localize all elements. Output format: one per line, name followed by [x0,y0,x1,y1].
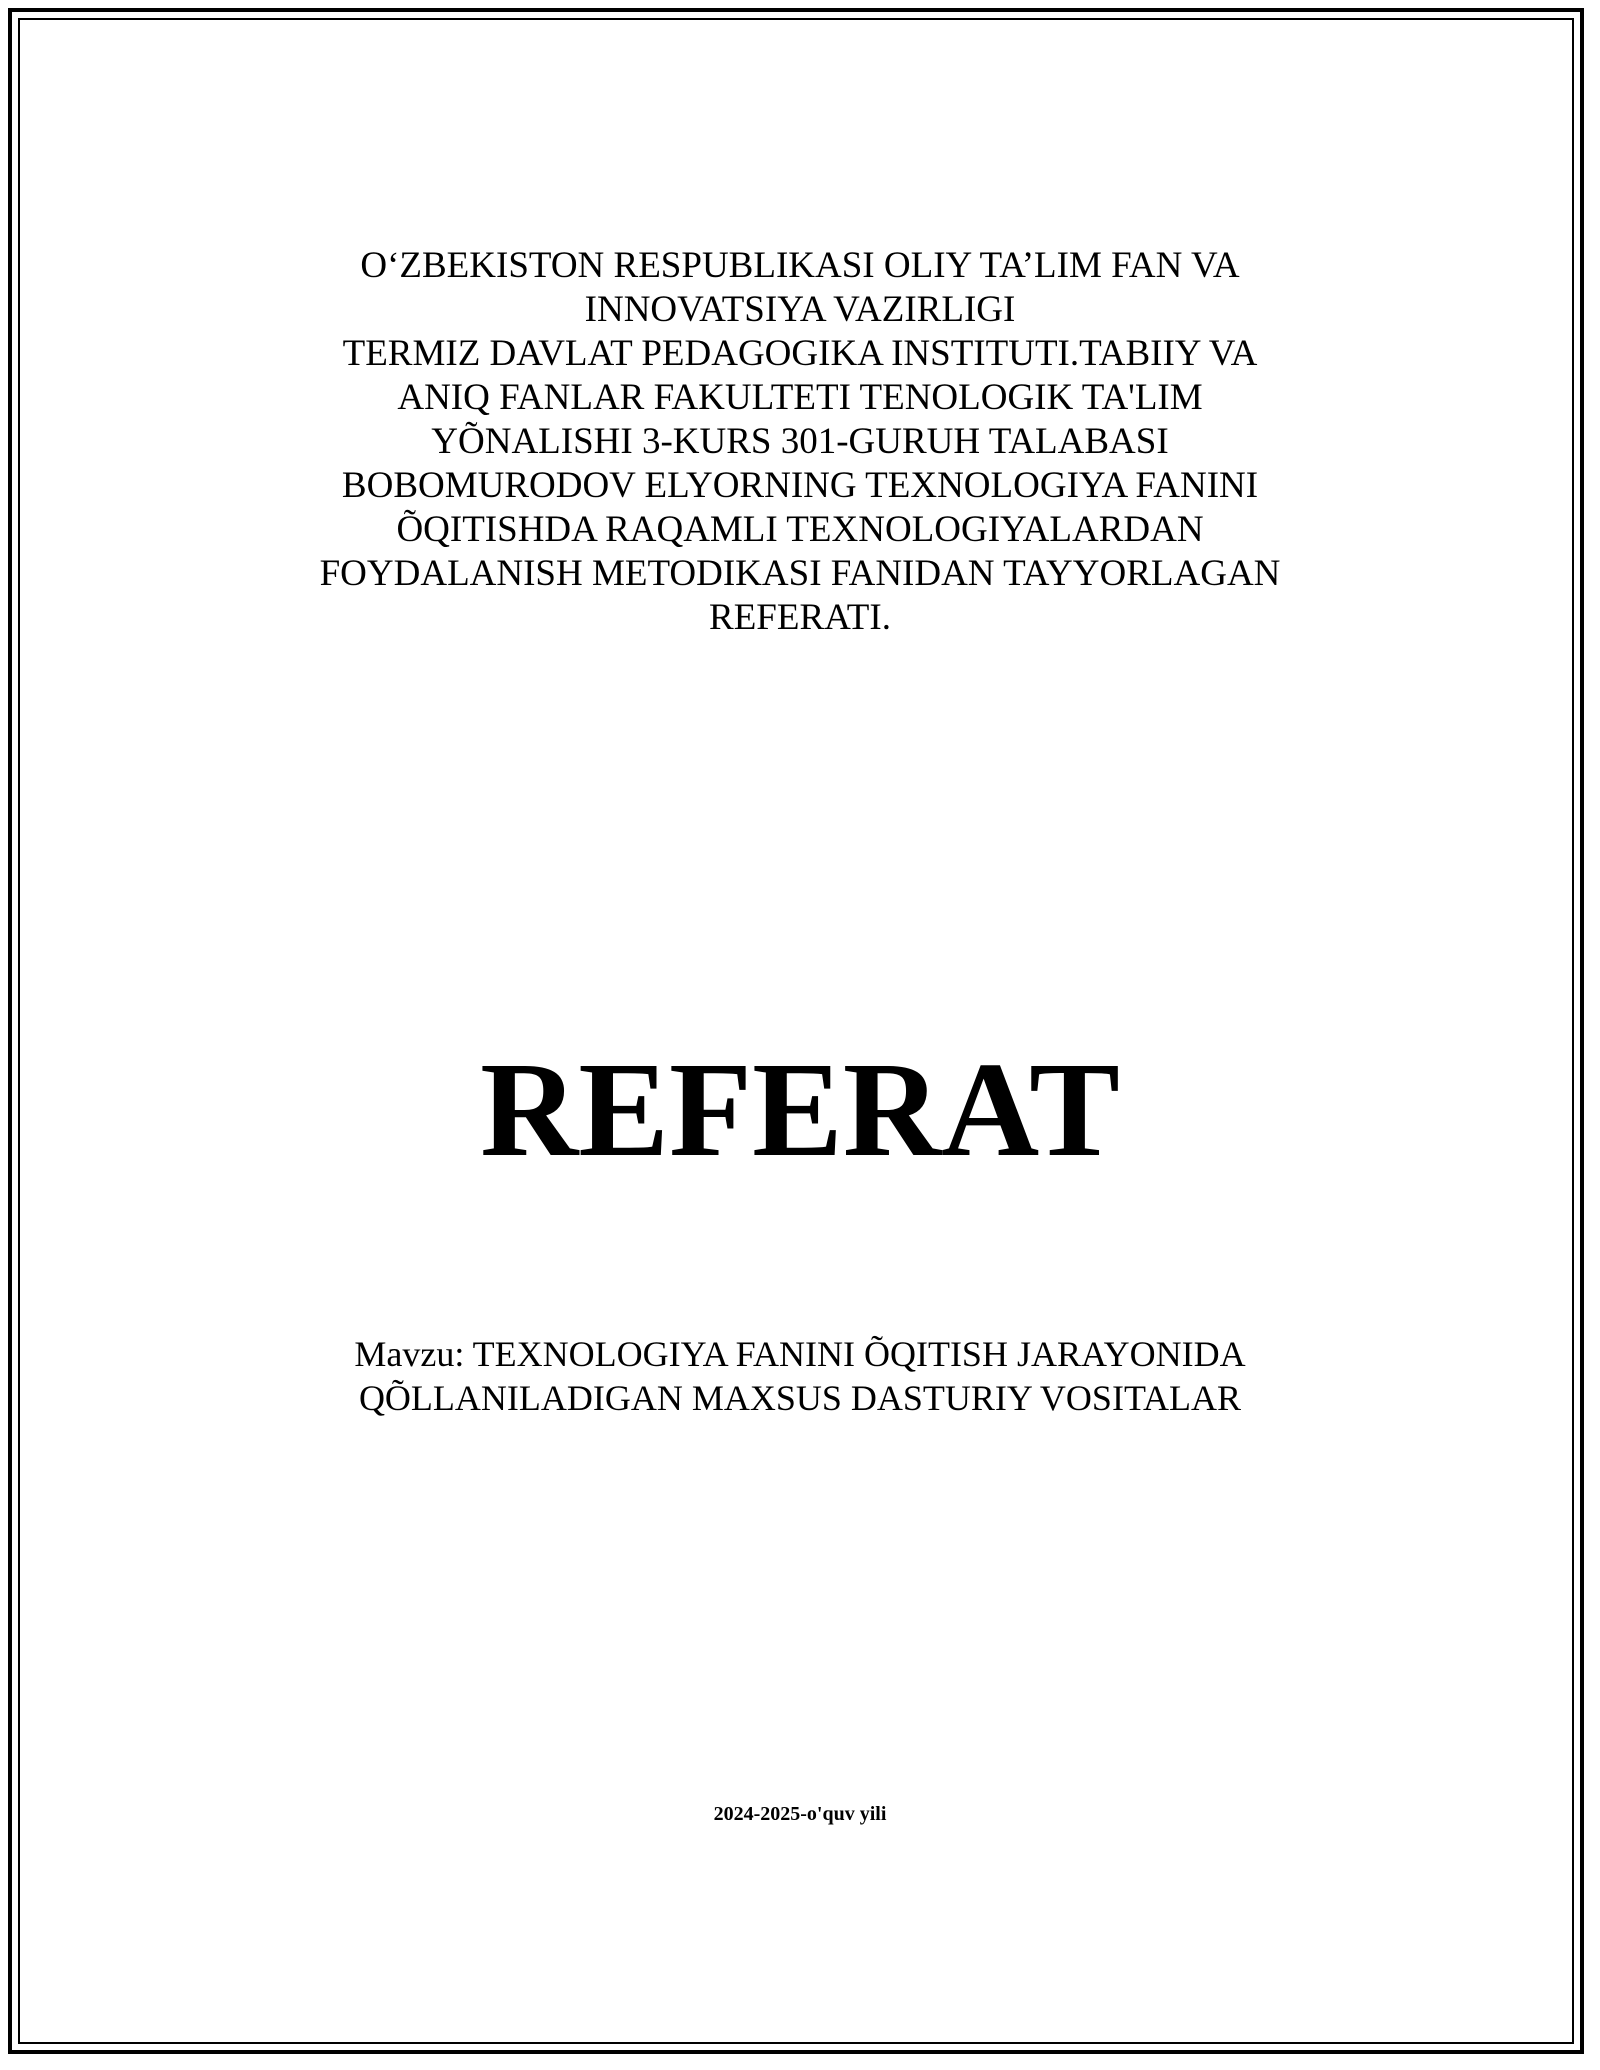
document-title: REFERAT [480,1035,1120,1185]
header-line: REFERATI. [709,597,891,638]
header-line: ANIQ FANLAR FAKULTETI TENOLOGIK TA'LIM [397,377,1203,418]
academic-year: 2024-2025-o'quv yili [713,1803,887,1825]
header-line: YÕNALISHI 3-KURS 301-GURUH TALABASI [431,421,1169,462]
header-line: O‘ZBEKISTON RESPUBLIKASI OLIY TA’LIM FAN VA [360,245,1240,286]
header-line: FOYDALANISH METODIKASI FANIDAN TAYYORLAGAN [319,553,1281,594]
header-line: INNOVATSIYA VAZIRLIGI [584,289,1016,330]
topic-line: QÕLLANILADIGAN MAXSUS DASTURIY VOSITALAR [358,1378,1242,1418]
header-line: ÕQITISHDA RAQAMLI TEXNOLOGIYALARDAN [396,509,1204,550]
institution-header [200,244,1400,640]
topic-block [200,1332,1400,1420]
header-line: BOBOMURODOV ELYORNING TEXNOLOGIYA FANINI [341,465,1259,506]
header-line: TERMIZ DAVLAT PEDAGOGIKA INSTITUTI.TABIIY VA [342,333,1258,374]
topic-line: Mavzu: TEXNOLOGIYA FANINI ÕQITISH JARAYONIDA [354,1334,1246,1374]
